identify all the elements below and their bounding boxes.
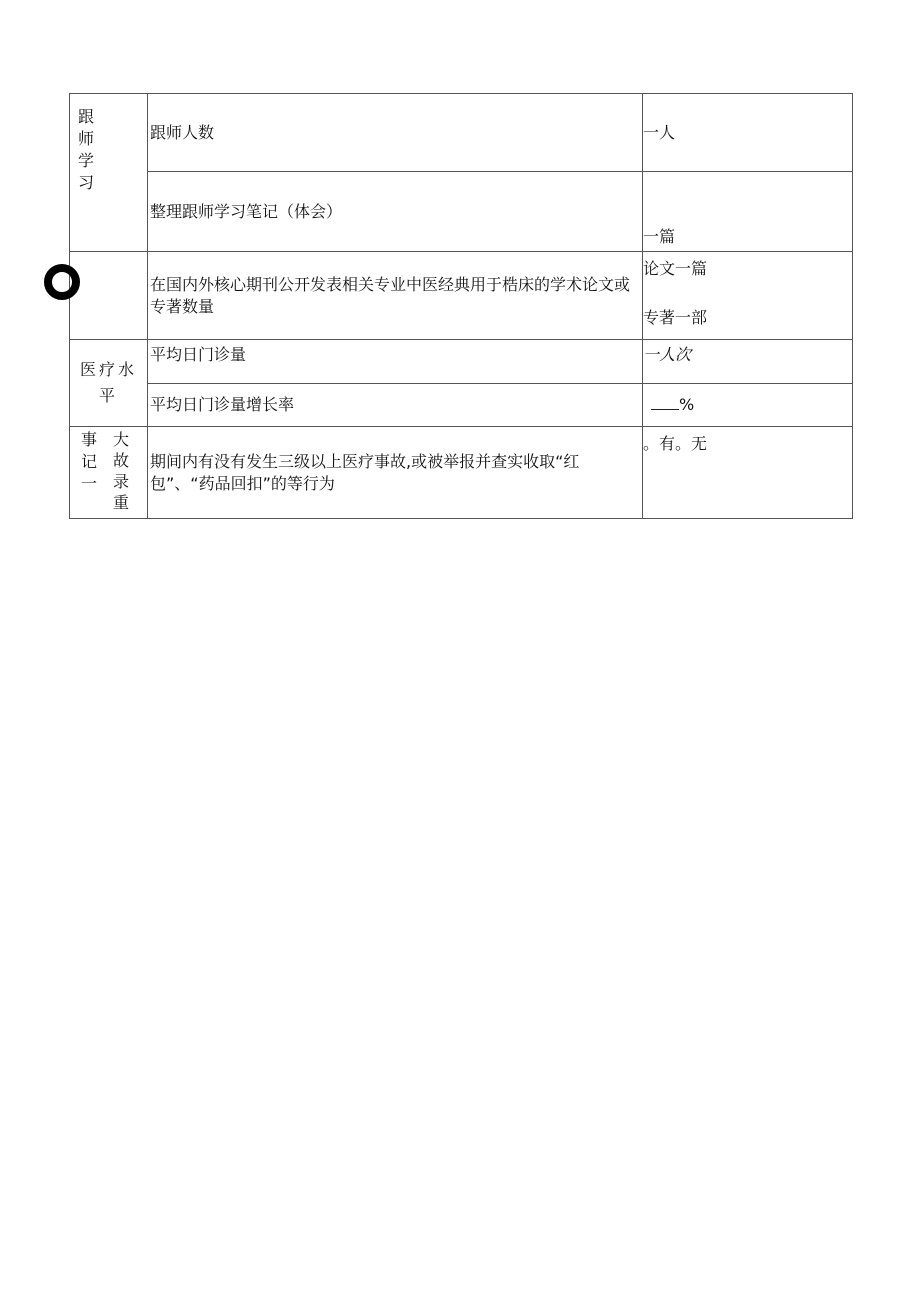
apprentice-count-label: 跟师人数 [148, 94, 643, 172]
row-apprentice-count [70, 94, 853, 172]
category-line: 医疗水 [79, 360, 137, 379]
category-char: 习 [77, 173, 94, 192]
category-char: 故 [112, 451, 129, 470]
evaluation-table [69, 93, 853, 519]
category-char: 大 [112, 430, 129, 449]
apprentice-notes-value: 一篇 [643, 172, 853, 252]
row-daily-visits [70, 340, 853, 384]
publication-book-value: 专著一部 [643, 308, 708, 327]
circle-mark-icon [44, 264, 80, 300]
category-accident [70, 427, 148, 519]
category-medical-level [70, 340, 148, 427]
blank-underline [651, 395, 679, 410]
category-line: 平 [98, 386, 118, 405]
category-char: 师 [77, 129, 94, 148]
category-char: 事 [80, 430, 97, 449]
category-apprentice [70, 94, 148, 252]
visit-growth-label: 平均日门诊量增长率 [148, 384, 643, 427]
category-publication [70, 252, 148, 340]
visit-growth-value: % [679, 395, 695, 414]
daily-visits-label: 平均日门诊量 [148, 340, 643, 384]
visit-growth-cell [643, 384, 853, 427]
category-char: 学 [77, 151, 94, 170]
row-publication [70, 252, 853, 340]
accident-label: 期间内有没有发生三级以上医疗事故,或被举报并查实收取“红包”、“药品回扣”的等行为 [148, 427, 643, 519]
accident-value: 。有。无 [643, 427, 853, 519]
category-char: 一 [80, 474, 97, 493]
row-accident [70, 427, 853, 519]
apprentice-notes-label: 整理跟师学习笔记（体会） [148, 172, 643, 252]
category-char: 重 [112, 493, 129, 512]
publication-paper-value: 论文一篇 [643, 259, 708, 278]
row-apprentice-notes [70, 172, 853, 252]
category-char: 录 [112, 472, 129, 491]
row-visit-growth [70, 384, 853, 427]
category-char: 跟 [77, 107, 94, 126]
category-char: 记 [80, 452, 97, 471]
daily-visits-value: 一人次 [643, 340, 853, 384]
publication-value [643, 252, 853, 340]
apprentice-count-value: 一人 [643, 94, 853, 172]
publication-label: 在国内外核心期刊公开发表相关专业中医经典用于梏床的学术论文或专著数量 [148, 252, 643, 340]
